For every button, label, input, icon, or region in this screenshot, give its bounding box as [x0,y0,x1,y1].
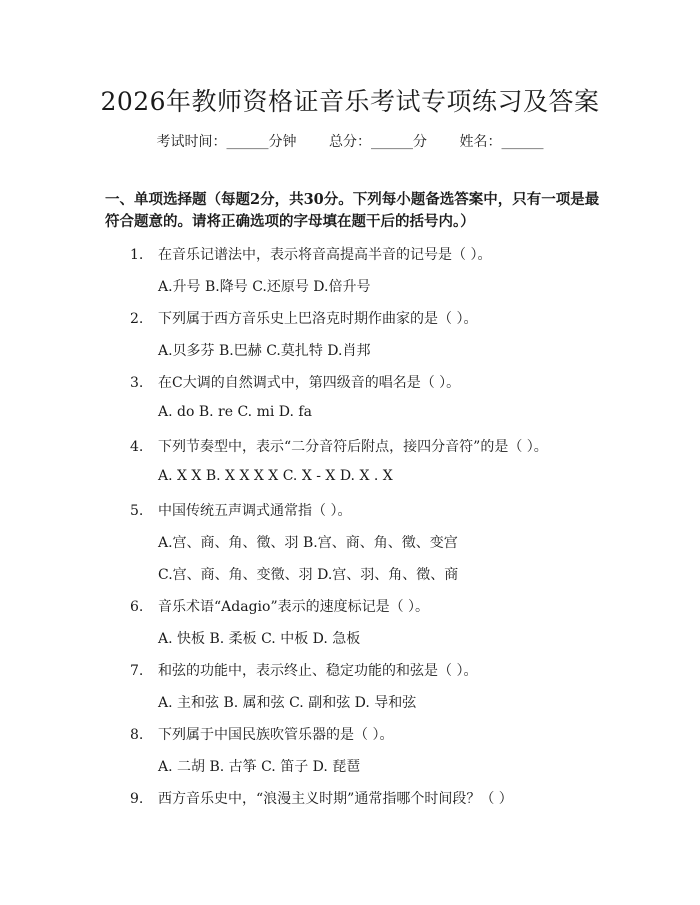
question-number: 7. [130,663,144,679]
question-5 [130,500,590,520]
exam-info-line [0,131,700,151]
question-number: 2. [130,311,144,327]
question-number: 9. [130,791,144,807]
question-4 [130,436,590,456]
question-5-options-c-d: C.宫、商、角、变徵、羽 D.宫、羽、角、徵、商 [158,567,459,583]
question-3-options: A. do B. re C. mi D. fa [158,404,312,420]
question-6-options: A. 快板 B. 柔板 C. 中板 D. 急板 [158,631,361,647]
question-4-options: A. X X B. X X X X C. X - X D. X . X [158,468,393,484]
question-2-options: A.贝多芬 B.巴赫 C.莫扎特 D.肖邦 [158,343,371,359]
question-7-options: A. 主和弦 B. 属和弦 C. 副和弦 D. 导和弦 [158,695,417,711]
section-heading: 一、单项选择题（每题2分，共30分。下列每小题备选答案中，只有一项是最符合题意的。请将正确选项的字母填在题干后的括号内。） [105,191,600,230]
question-5-options-a-b: A.宫、商、角、徵、羽 B.宫、商、角、徵、变宫 [158,535,458,551]
question-text: 音乐术语“Adagio”表示的速度标记是（ ）。 [158,599,430,615]
question-text: 在C大调的自然调式中，第四级音的唱名是（ ）。 [158,375,461,391]
question-text: 中国传统五声调式通常指（ ）。 [158,503,352,519]
question-number: 6. [130,599,144,615]
question-9 [130,788,590,808]
total-score-field: 总分：______分 [329,134,427,150]
question-1 [130,244,590,264]
question-1-options: A.升号 B.降号 C.还原号 D.倍升号 [158,279,371,295]
question-7 [130,660,590,680]
question-6 [130,596,590,616]
question-8 [130,724,590,744]
question-3 [130,372,590,392]
question-number: 1. [130,247,144,263]
page-title: 2026年教师资格证音乐考试专项练习及答案 [100,87,600,116]
question-2 [130,308,590,328]
question-text: 下列属于中国民族吹管乐器的是（ ）。 [158,727,394,743]
question-text: 下列属于西方音乐史上巴洛克时期作曲家的是（ ）。 [158,311,478,327]
question-8-options: A. 二胡 B. 古筝 C. 笛子 D. 琵琶 [158,759,361,775]
question-number: 3. [130,375,144,391]
question-number: 4. [130,439,144,455]
question-text: 西方音乐史中，“浪漫主义时期”通常指哪个时间段？（ ） [158,791,513,807]
question-text: 在音乐记谱法中，表示将音高提高半音的记号是（ ）。 [158,247,492,263]
student-name-field: 姓名：______ [459,134,544,150]
question-number: 5. [130,503,144,519]
exam-time-field: 考试时间：______分钟 [156,134,297,150]
question-text: 下列节奏型中，表示“二分音符后附点，接四分音符”的是（ ）。 [158,439,548,455]
question-text: 和弦的功能中，表示终止、稳定功能的和弦是（ ）。 [158,663,478,679]
question-number: 8. [130,727,144,743]
